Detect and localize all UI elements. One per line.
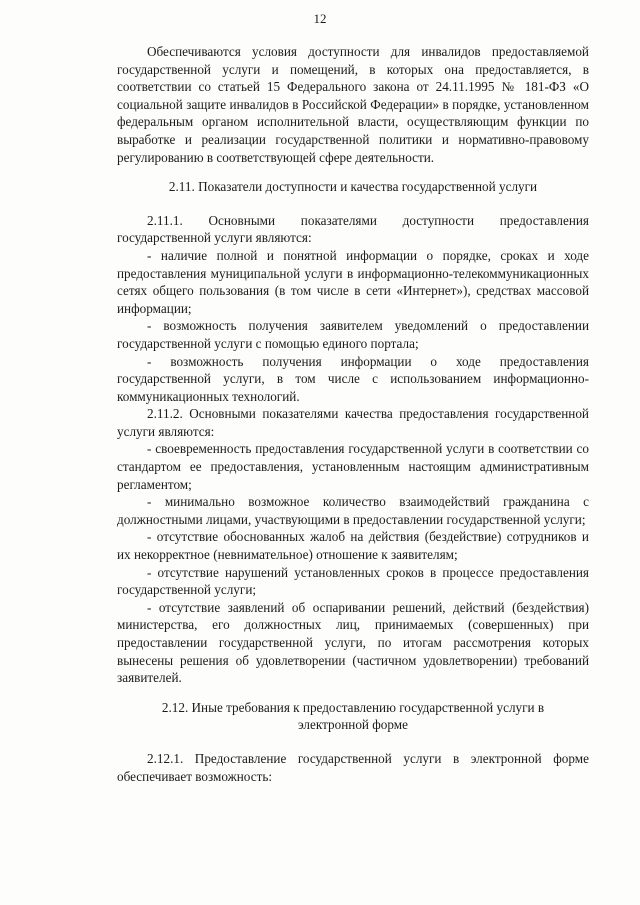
document-body <box>117 43 589 785</box>
section-2-12-heading: 2.12. Иные требования к предоставлению государственной услуги в электронной форме <box>161 699 545 733</box>
section-2-11-heading: 2.11. Показатели доступности и качества государственной услуги <box>168 179 538 195</box>
page-number: 12 <box>313 11 327 26</box>
paragraph-2-12-1: 2.12.1. Предоставление государственной услуги в электронной форме обеспечивает возможность: <box>117 750 589 784</box>
list-item: - минимально возможное количество взаимодействий гражданина с должностными лицами, участвующими в предоставлении государственной услуги; <box>117 494 589 527</box>
intro-paragraph: Обеспечиваются условия доступности для инвалидов предоставляемой государственной услуги и помещений, в которых она предоставляется, в соответствии со статьей 15 Федерального закона от 24.11.1995 № 181-ФЗ «О социальной защите инвалидов в Российской Федерации» в порядке, установленном федеральным органом исполнительной власти, осуществляющим функции по выработке и реализации государственной политики и нормативно-правовому регулированию в соответствующей сфере деятельности. <box>117 44 589 165</box>
list-item: - отсутствие заявлений об оспаривании решений, действий (бездействия) министерства, его должностных лиц, принимаемых (совершенных) при предоставлении государственной услуги, по итогам рассмотрения которых вынесены решения об удовлетворении (частичном удовлетворении) требований заявителей. <box>117 599 589 686</box>
list-item: - наличие полной и понятной информации о порядке, сроках и ходе предоставления муниципальной услуги в информационно-телекоммуникационных сетях общего пользования (в том числе в сети «Интернет»), средствах массовой информации; <box>117 247 589 316</box>
list-item: - возможность получения информации о ходе предоставления государственной услуги, в том числе с использованием информационно-коммуникационных технологий. <box>117 353 589 404</box>
list-item: - отсутствие нарушений установленных сроков в процессе предоставления государственной услуги; <box>117 564 589 598</box>
list-item: - своевременность предоставления государственной услуги в соответствии со стандартом ее предоставления, установленным настоящим административным регламентом; <box>117 441 589 492</box>
paragraph-2-11-2: 2.11.2. Основными показателями качества предоставления государственной услуги являются: <box>117 406 589 439</box>
list-item: - возможность получения заявителем уведомлений о предоставлении государственной услуги с помощью единого портала; <box>117 318 589 351</box>
list-item: - отсутствие обоснованных жалоб на действия (бездействие) сотрудников и их некорректное (невнимательное) отношение к заявителям; <box>117 529 589 563</box>
paragraph-2-11-1: 2.11.1. Основными показателями доступности предоставления государственной услуги являются: <box>117 212 589 246</box>
